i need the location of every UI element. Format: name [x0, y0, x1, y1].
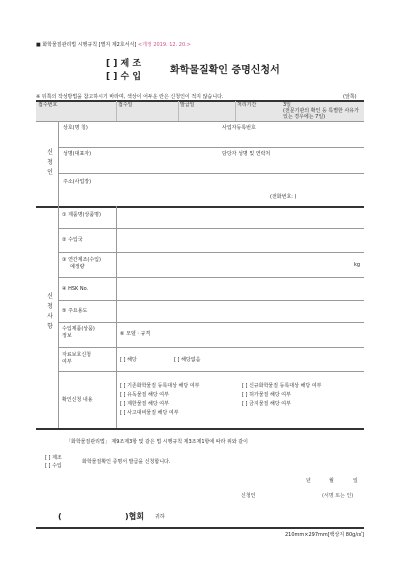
- date-day: 일: [353, 478, 358, 484]
- declaration-checkbox-import[interactable]: [ ] 수입: [45, 463, 62, 469]
- recipient-association: )협회: [125, 512, 145, 521]
- processing-period-value: 3일: [283, 102, 292, 108]
- applicant-signature-label: 신청인: [241, 493, 256, 499]
- protection-option-no[interactable]: [ ] 해당없음: [174, 357, 201, 363]
- title-checkbox-manufacture[interactable]: [ ] 제 조: [106, 59, 142, 69]
- page-indicator: (앞쪽): [343, 94, 357, 100]
- protection-option-yes[interactable]: [ ] 해당: [120, 357, 137, 363]
- issue-date-label: 발급일: [180, 102, 195, 108]
- processing-period-note: (전문기관의 확인 등 특별한 사유가 있는 경우에는 7일): [283, 108, 359, 120]
- signature-note: (서명 또는 인): [322, 493, 354, 499]
- contact-person-label: 담당자 성명 및 연락처: [222, 151, 271, 157]
- annual-volume-sublabel: 예정량: [70, 264, 85, 270]
- model-spec-label: ⑥ 모델ㆍ규격: [120, 331, 151, 337]
- option-existing-substance[interactable]: [ ] 기존화학물질 등록대상 해당 여부: [120, 383, 200, 389]
- details-section-label: 신 청 사 항: [47, 293, 53, 330]
- recipient-suffix: 귀하: [155, 514, 165, 520]
- option-prohibited-substance[interactable]: [ ] 금지물질 해당 여부: [242, 401, 291, 407]
- volume-unit: kg: [354, 262, 361, 268]
- representative-name-label: 성명(대표자): [63, 151, 92, 157]
- option-new-substance[interactable]: [ ] 신규화학물질 등록대상 해당 여부: [242, 383, 322, 389]
- form-reference: ■ 화학물질관리법 시행규칙 [별지 제2호서식] <개정 2019. 12. 20.>: [36, 42, 191, 48]
- instructions-text: ※ 뒤쪽의 작성방법을 참고하시기 바라며, 색상이 어두운 란은 신청인이 적지 않습니다.: [36, 94, 224, 100]
- address-label: 주소(사업장): [63, 179, 92, 185]
- option-toxic-substance[interactable]: [ ] 유독물질 해당 여부: [120, 392, 169, 398]
- import-product-info-sublabel: 정보: [62, 333, 72, 339]
- hsk-number-label: ④ HSK No.: [62, 286, 89, 292]
- product-name-label: ① 제품명(상품명): [62, 212, 101, 218]
- applicant-section-label: 신 청 인: [47, 149, 53, 176]
- receipt-date-label: 접수일: [118, 102, 133, 108]
- import-country-label: ② 수입국: [62, 237, 83, 243]
- option-permitted-substance[interactable]: [ ] 허가물질 해당 여부: [242, 392, 291, 398]
- paper-size-note: 210mm×297mm[백상지 80g/㎡]: [285, 532, 364, 538]
- main-use-label: ⑤ 주요용도: [62, 308, 88, 314]
- receipt-number-label: 접수번호: [38, 102, 58, 108]
- processing-period-label: 처리기간: [237, 102, 257, 108]
- business-number-label: 사업자등록번호: [222, 125, 256, 131]
- title-checkbox-import[interactable]: [ ] 수 입: [106, 72, 142, 82]
- company-name-label: 상호(명 칭): [63, 125, 88, 131]
- option-accident-substance[interactable]: [ ] 사고대비물질 해당 여부: [120, 410, 179, 416]
- confirmation-content-label: 확인신청 내용: [62, 397, 93, 403]
- revision-date: <개정 2019. 12. 20.>: [137, 42, 191, 48]
- date-month: 월: [329, 478, 334, 484]
- recipient-open-paren: (: [58, 512, 62, 521]
- data-protection-label: 자료보호신청: [62, 352, 91, 358]
- form-title: 화학물질확인 증명신청서: [170, 65, 280, 76]
- data-protection-sublabel: 여부: [62, 359, 72, 365]
- option-restricted-substance[interactable]: [ ] 제한물질 해당 여부: [120, 401, 169, 407]
- request-text: 화학물질확인 증명서 발급을 신청합니다.: [82, 459, 171, 465]
- date-year: 년: [306, 478, 311, 484]
- import-product-info-label: 수입제품(상품): [62, 326, 95, 332]
- annual-volume-label: ③ 연간제조(수입): [62, 257, 101, 263]
- legal-basis-text: 「화학물질관리법」 제9조제3항 및 같은 법 시행규칙 제3조제1항에 따라 위와 같이: [66, 439, 248, 445]
- phone-number-label: (전화번호: ): [270, 194, 297, 200]
- declaration-checkbox-manufacture[interactable]: [ ] 제조: [45, 455, 62, 461]
